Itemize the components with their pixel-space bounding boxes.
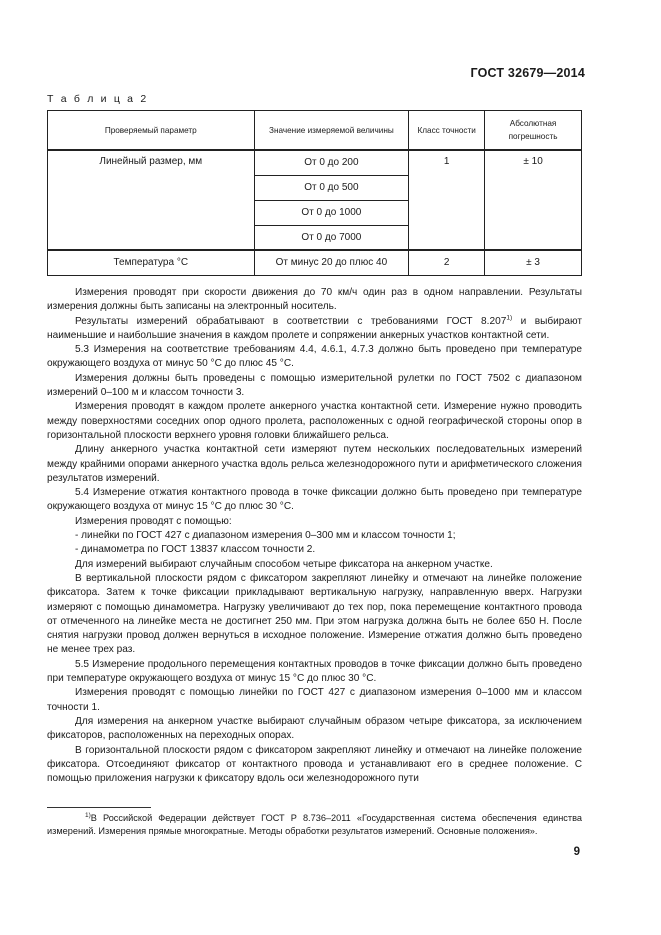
table-row [48,250,582,275]
paragraph: 5.5 Измерение продольного перемещения контактных проводов в точке фиксации должно быть проведено при температуре окружающего воздуха от минус 15 °С до плюс 30 °С. [47,658,582,685]
table-cell-class: 2 [409,250,485,275]
document-code: ГОСТ 32679—2014 [470,66,585,80]
paragraph: Для измерений выбирают случайным способом четыре фиксатора на анкерном участке. [75,558,493,570]
paragraph [47,315,582,344]
table-cell-value: От 0 до 1000 [254,200,409,225]
page-number: 9 [573,846,580,858]
list-item: - динамометра по ГОСТ 13837 классом точности 2. [75,544,316,556]
table-cell-parameter: Температура °С [48,250,255,275]
footnote-text: В Российской Федерации действует ГОСТ Р 8.736–2011 «Государственная система обеспечения единства измерений. Измерения прямые многократные. Методы обработки результатов измерений. Основные положения». [47,813,582,837]
measurement-table [47,110,582,276]
table-cell-parameter: Линейный размер, мм [48,150,255,250]
paragraph: Для измерения на анкерном участке выбирают случайным образом четыре фиксатора, за исключением фиксаторов, расположенных на переходных опорах. [47,715,582,742]
paragraph: 5.3 Измерения на соответствие требованиям 4.4, 4.6.1, 4.7.3 должно быть проведено при температуре окружающего воздуха от минус 50 °С до плюс 45 °С. [47,344,582,370]
paragraph-part: и выбирают наименьшие и наибольшие значения в каждом пролете и сопряжении анкерных участков контактной сети. [47,315,582,341]
footnote-marker: 1) [85,811,91,819]
table-cell-value: От 0 до 7000 [254,225,409,250]
body-text [47,286,582,786]
table-cell-error: ± 3 [485,250,582,275]
table-cell-error: ± 10 [485,150,582,250]
list-item: - линейки по ГОСТ 427 с диапазоном измерения 0–300 мм и классом точности 1; [75,530,456,542]
table-cell-class: 1 [409,150,485,250]
table-cell-value: От минус 20 до плюс 40 [254,250,409,275]
table-caption: Т а б л и ц а 2 [47,93,149,105]
paragraph: 5.4 Измерение отжатия контактного провода в точке фиксации должно быть проведено при температуре окружающего воздуха от минус 15 °С до плюс 30 °С. [47,487,582,513]
column-header: Абсолютная погрешность [485,111,582,151]
paragraph: Длину анкерного участка контактной сети измеряют путем нескольких последовательных измерений между крайними опорами анкерного участка вдоль рельса железнодорожного пути и арифметического сложения результатов измерений. [47,444,582,484]
paragraph: В вертикальной плоскости рядом с фиксатором закрепляют линейку и отмечают на линейке положение фиксатора. Затем к точке фиксации прикладывают вертикальную нагрузку, направленную вверх. Нагрузки измеряют с помощью динамометра. Нагрузку увеличивают до тех пор, пока перемещение контактного провода от отмеченного на линейке места не достигнет 250 мм. При этом нагрузка должна быть не более 650 Н. После снятия нагрузки провод должен вернуться в исходное положение. Измерение отжатия должно быть проведено не менее трех раз. [47,572,582,656]
footnote-divider [47,807,151,808]
paragraph: Измерения проводят с помощью линейки по ГОСТ 427 с диапазоном измерения 0–1000 мм и классом точности 1. [47,687,582,713]
table-row [48,150,582,175]
table-header-row [48,111,582,151]
column-header: Значение измеряемой величины [254,111,409,151]
paragraph: Измерения должны быть проведены с помощью измерительной рулетки по ГОСТ 7502 с диапазоном измерений 0–100 м и классом точности 3. [47,372,582,399]
paragraph: В горизонтальной плоскости рядом с фиксатором закрепляют линейку и отмечают на линейке положение фиксатора. Отсоединяют фиксатор от контактного провода и устанавливают его в среднее положение. С помощью приложения нагрузки к фиксатору вдоль оси железнодорожного пути [47,744,582,785]
paragraph: Измерения проводят при скорости движения до 70 км/ч один раз в одном направлении. Результаты измерения должны быть записаны на электронный носитель. [47,287,582,313]
footnote-reference: 1) [506,314,513,322]
footnote [47,812,582,839]
paragraph: Измерения проводят с помощью: [75,515,232,527]
paragraph-part: Результаты измерений обрабатывают в соответствии с требованиями ГОСТ 8.207 [75,315,507,327]
column-header: Класс точности [409,111,485,151]
paragraph: Измерения проводят в каждом пролете анкерного участка контактной сети. Измерение нужно проводить между поверхностями соседних опор одного пролета, расположенных с одной географической стороны опор в горизонтальной плоскости верхнего уровня головки ближайшего рельса. [47,401,582,441]
table-cell-value: От 0 до 500 [254,175,409,200]
table-cell-value: От 0 до 200 [254,150,409,175]
column-header: Проверяемый параметр [48,111,255,151]
